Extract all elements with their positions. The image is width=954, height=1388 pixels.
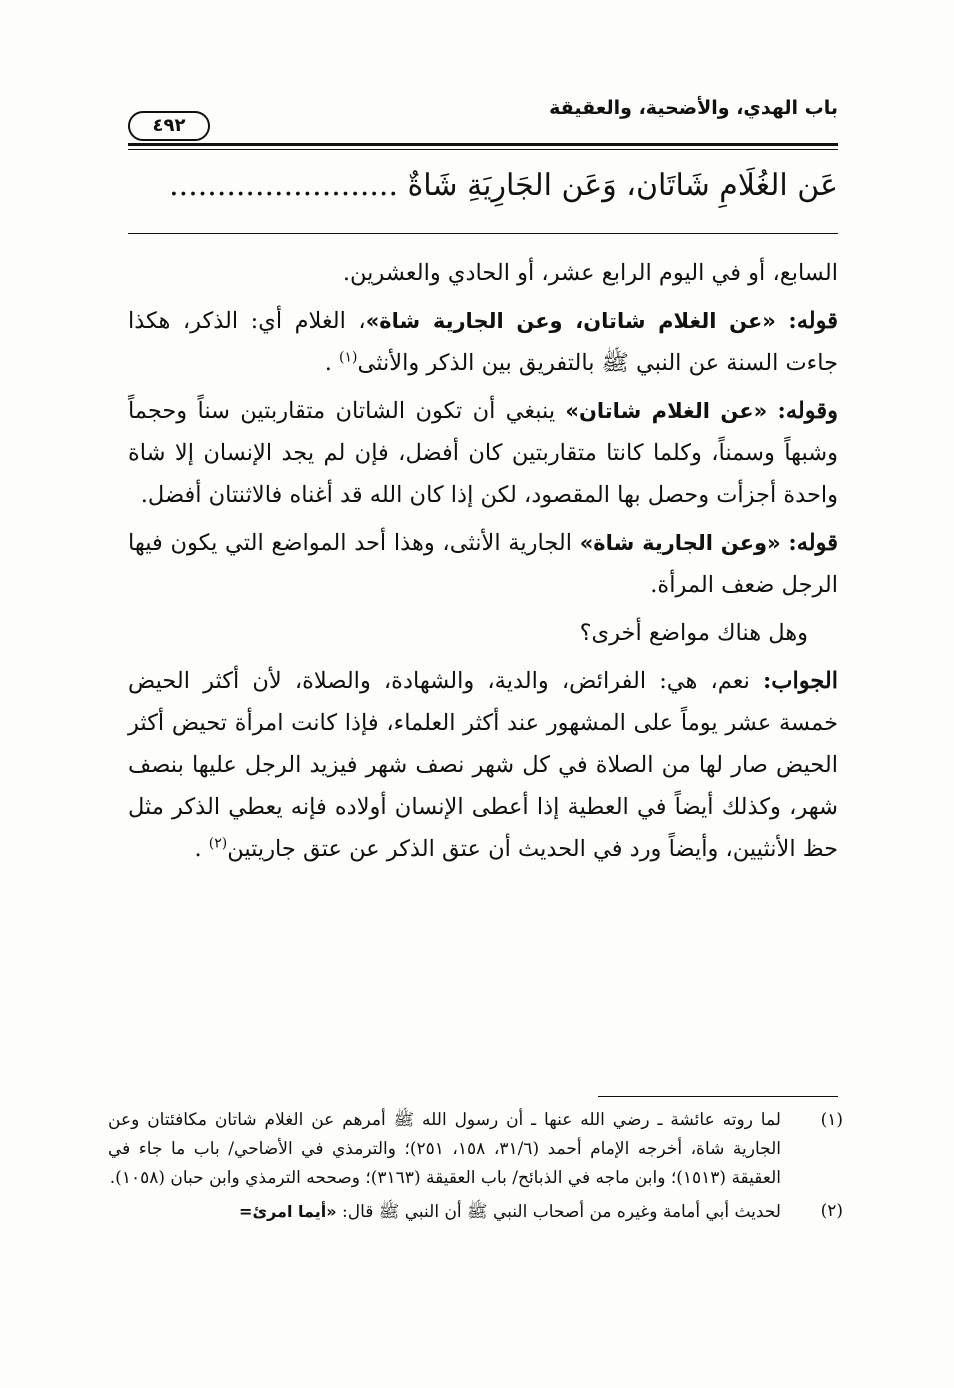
footnote-text: لما روته عائشة ـ رضي الله عنها ـ أن رسول الله ﷺ أمرهم عن الغلام شاتان مكافئتان وعن الجارية شاة، أخرجه الإمام أحمد (٣١/٦، ١٥٨، ٢٥١)؛ والترمذي في الأضاحي/ باب ما جاء في العقيقة (١٥١٣)؛ وابن ماجه في الذبائح/ باب العقيقة (٣١٦٣)؛ وصححه الترمذي وابن حبان (١٠٥٨). [108, 1110, 782, 1188]
footnote-ref: (٢) [208, 835, 228, 852]
paragraph-text: السابع، أو في اليوم الرابع عشر، أو الحادي والعشرين. [342, 260, 838, 286]
paragraph [128, 390, 838, 516]
matn-divider [128, 233, 838, 234]
paragraph-text: ينبغي أن تكون الشاتان متقاربتين سناً وحجماً وشبهاً وسمناً، وكلما كانتا متقاربتين كان أفضل، فإن لم يجد الإنسان إلا شاة واحدة أجزأت وحصل بها المقصود، لكن إذا كان الله قد أغناه فالاثنتان أفضل. [128, 398, 838, 508]
paragraph-lead: الجواب: [763, 668, 838, 694]
paragraph-text: الجارية الأنثى، وهذا أحد المواضع التي يكون فيها الرجل ضعف المرأة. [128, 530, 838, 598]
page-number: ٤٩٢ [128, 111, 210, 141]
paragraph-lead: وقوله: [777, 398, 838, 424]
chapter-title: باب الهدي، والأضحية، والعقيقة [549, 97, 838, 119]
paragraph-text: نعم، هي: الفرائض، والدية، والشهادة، والصلاة، لأن أكثر الحيض خمسة عشر يوماً على المشهور عند أكثر العلماء، فإذا كانت امرأة تحيض أكثر الحيض صار لها من الصلاة في كل شهر نصف شهر فيزيد الرجل عليها بنصف شهر، وكذلك أيضاً في العطية إذا أعطى الإنسان أولاده فإنه يعطي الذكر مثل حظ الأنثيين، وأيضاً ورد في الحديث أن عتق الذكر عن عتق جاريتين [128, 668, 838, 862]
hadith-quote: «أيما امرئ= [239, 1202, 337, 1221]
paragraph-text: وهل هناك مواضع أخرى؟ [579, 620, 808, 646]
footnote-number: (١) [820, 1110, 843, 1130]
footnote [108, 1106, 843, 1193]
paragraph: قوله: «عن الغلام شاتان، وعن الجارية شاة»، الغلام أي: الذكر، هكذا جاءت السنة عن النبي ﷺ بالتفريق بين الذكر والأنثى$^{(١)}$ . [128, 308, 838, 376]
footnote-text: لحديث أبي أمامة وغيره من أصحاب النبي ﷺ أن النبي ﷺ قال: [341, 1202, 781, 1222]
hadith-quote: «وعن الجارية شاة» [579, 531, 781, 555]
running-header [128, 95, 838, 143]
paragraph-lead: قوله: [788, 308, 838, 334]
paragraph: الجواب: نعم، هي: الفرائض، والدية، والشهادة، والصلاة، لأن أكثر الحيض خمسة عشر يوماً على المشهور عند أكثر العلماء، فإذا كانت امرأة تحيض أكثر الحيض صار لها من الصلاة في كل شهر نصف شهر فيزيد الرجل عليها بنصف شهر، وكذلك أيضاً في العطية إذا أعطى الإنسان أولاده فإنه يعطي الذكر مثل حظ الأنثيين، وأيضاً ورد في الحديث أن عتق الذكر عن عتق جاريتين$^{(٢)}$ . [128, 668, 838, 862]
paragraph [128, 522, 838, 606]
paragraph [128, 612, 838, 654]
matn-text: عَن الغُلَامِ شَاتَان، وَعَن الجَارِيَةِ شَاةٌ ........................ [169, 168, 838, 203]
footnote [108, 1197, 843, 1227]
header-rule-thick [128, 143, 838, 146]
hadith-quote: «عن الغلام شاتان، وعن الجارية شاة» [365, 309, 776, 333]
hadith-quote: «عن الغلام شاتان» [565, 399, 768, 423]
footnote-number: (٢) [820, 1201, 843, 1221]
paragraph-lead: قوله: [788, 530, 839, 556]
footnote-divider [598, 1096, 838, 1097]
header-rule-thin [128, 149, 838, 150]
footnote-ref: (١) [339, 349, 358, 366]
commentary-body [128, 252, 838, 876]
paragraph-text: ، الغلام أي: الذكر، هكذا جاءت السنة عن النبي ﷺ بالتفريق بين الذكر والأنثى [128, 308, 838, 376]
paragraph [128, 252, 838, 294]
footnotes [108, 1106, 843, 1231]
